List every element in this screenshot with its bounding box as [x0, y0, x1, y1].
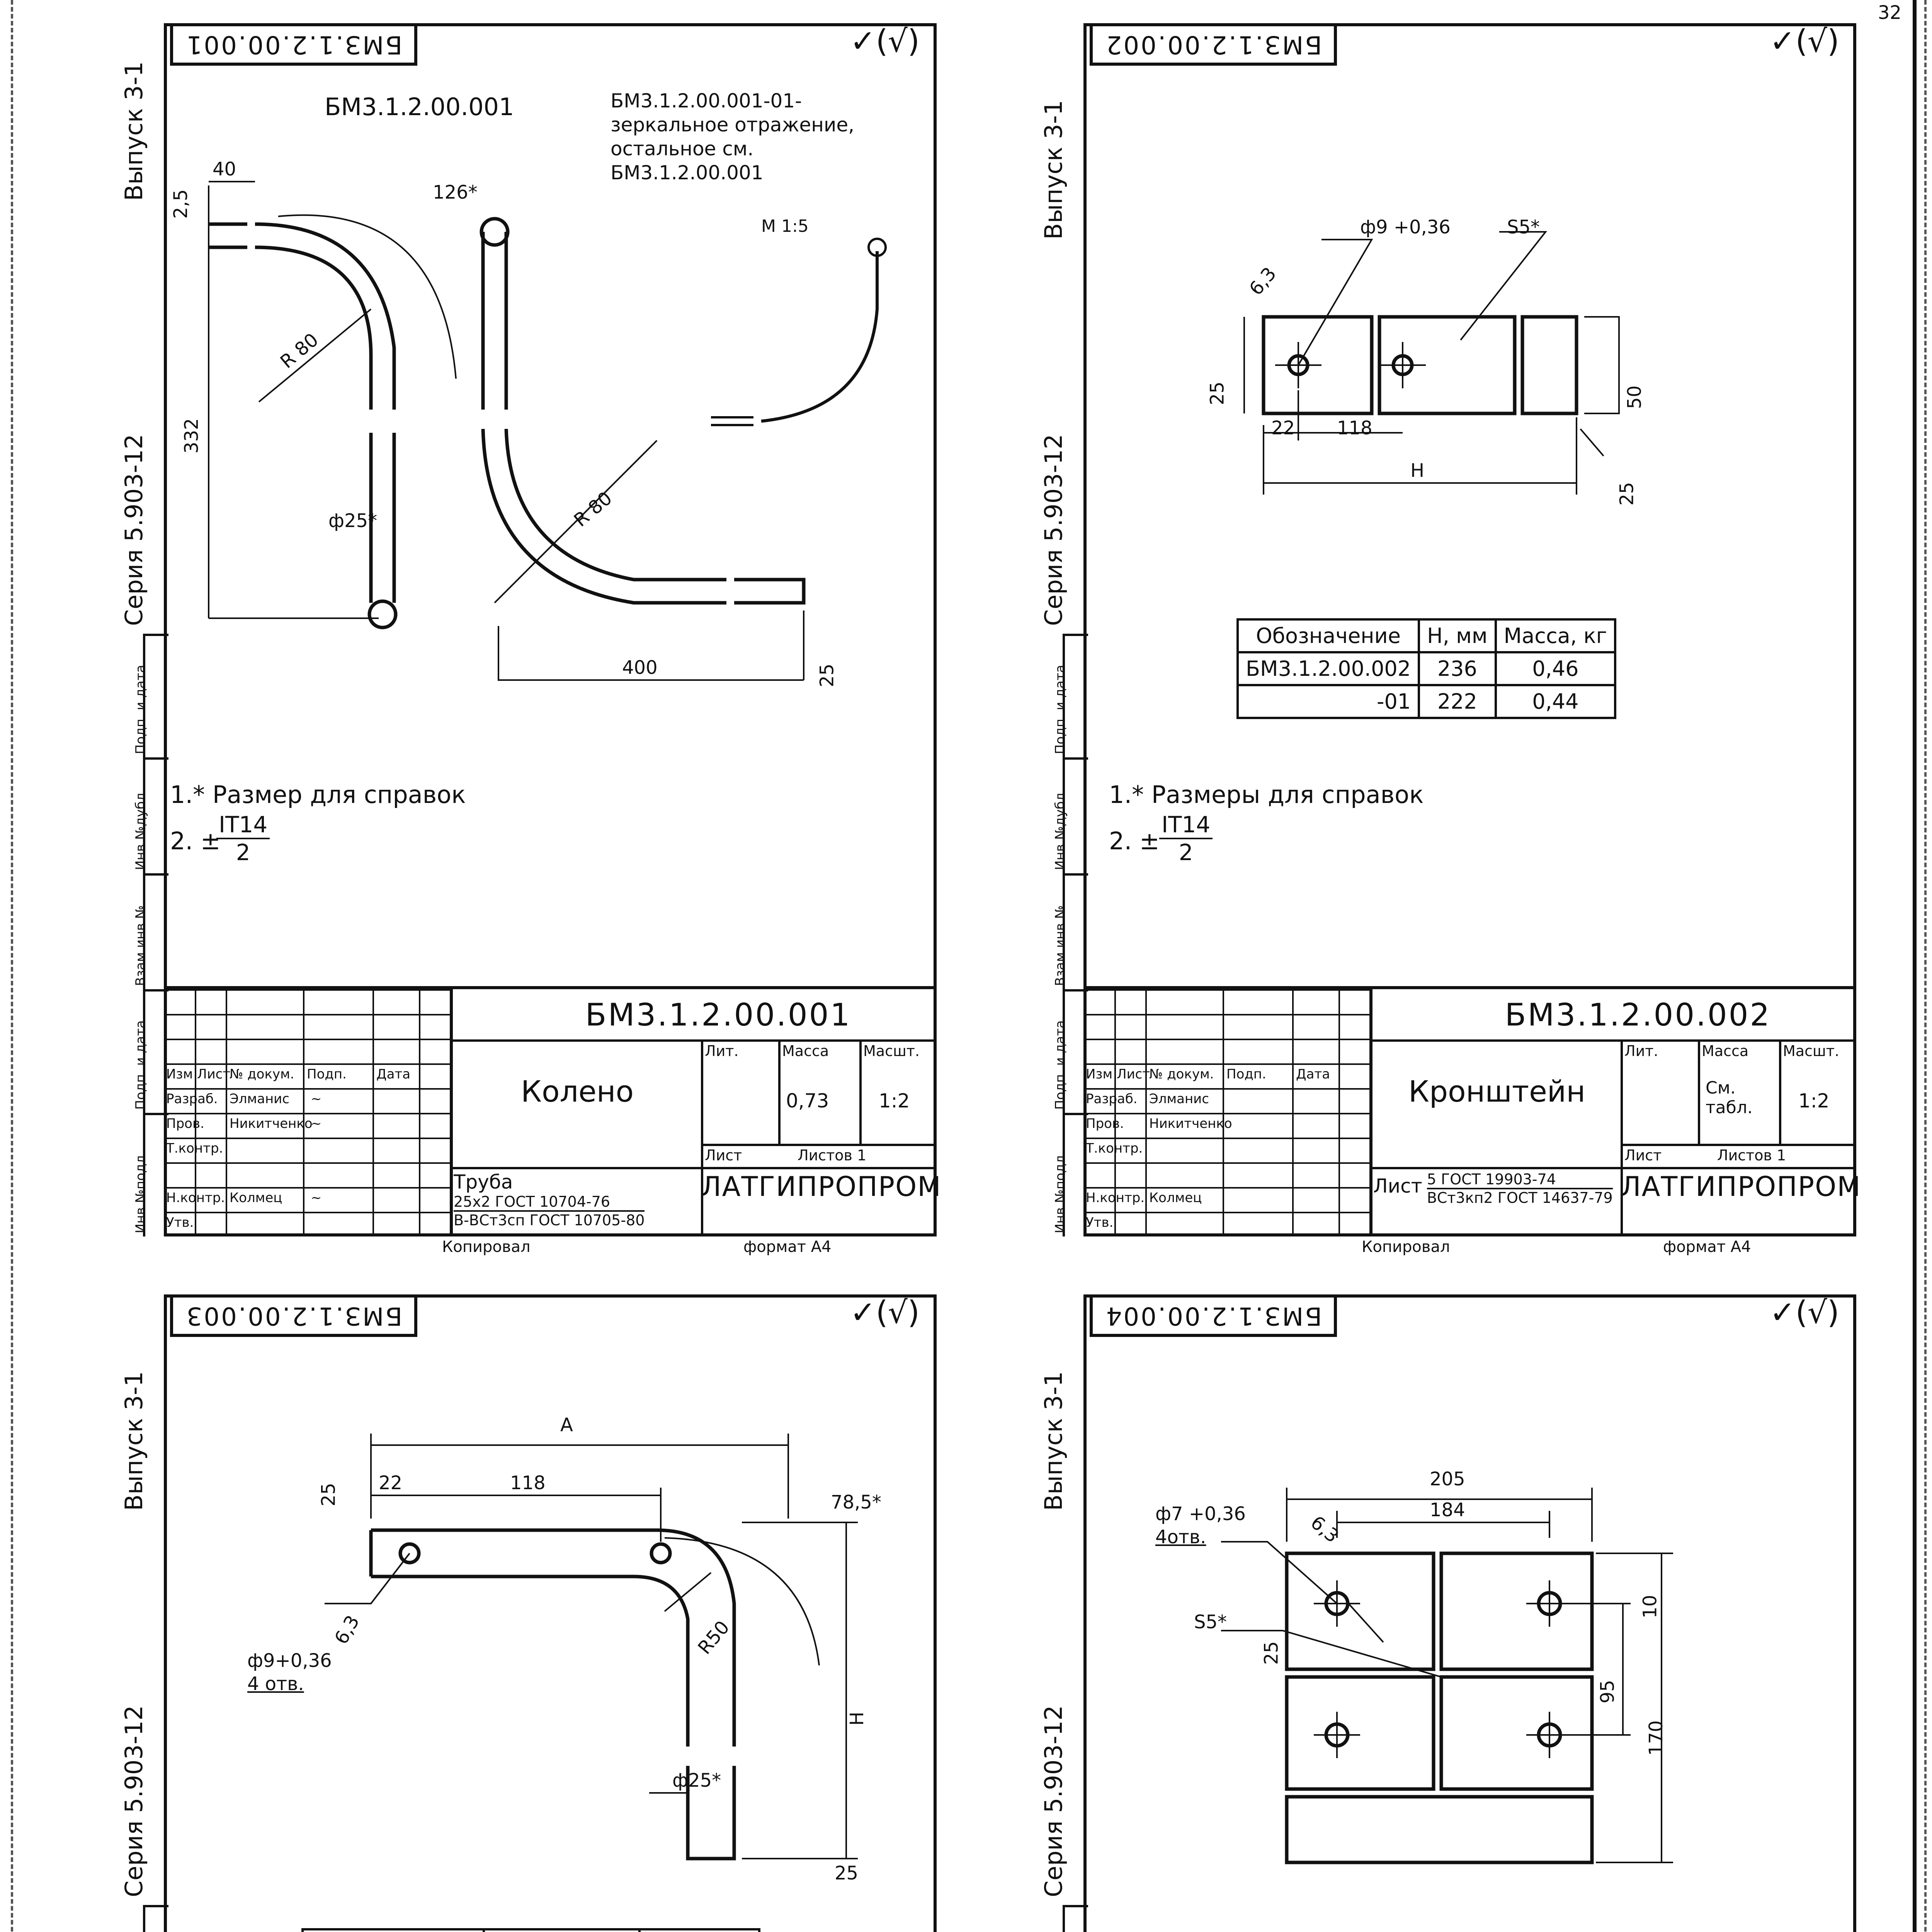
dim-h: H	[1410, 460, 1425, 481]
roughness-symbol: ✓(√)	[1769, 1294, 1839, 1330]
mirror-code: БМЗ.1.2.00.003	[170, 1294, 417, 1337]
dim-d25: ф25*	[328, 510, 378, 532]
dim-holes: 4отв.	[1155, 1526, 1206, 1548]
dim-25: 25	[816, 663, 838, 687]
dim-118: 118	[510, 1472, 546, 1494]
dim-10: 10	[1639, 1595, 1661, 1619]
organization: ЛАТГИПРОПРОМ	[1621, 1171, 1861, 1202]
sheet-bm3-004	[927, 1271, 1870, 1932]
dim-6-3: 6,3	[1245, 263, 1281, 300]
material: Труба 25х2 ГОСТ 10704-76 В-ВСт3сп ГОСТ 10705-80	[454, 1171, 645, 1229]
dim-d9: ф9 +0,36	[1360, 216, 1451, 238]
issue-label: Выпуск 3-1	[120, 61, 148, 201]
revision-grid: Изм Лист № докум. Подп. Дата Разраб. Пров. Т.контр. Н.контр. Утв. Элманис Никитченко Колмец	[1083, 989, 1369, 1236]
dim-170: 170	[1645, 1720, 1667, 1756]
issue-label: Выпуск 3-1	[1039, 100, 1068, 240]
dim-25-rough: 25	[1260, 1641, 1282, 1665]
side-cell: Взам.инв.№	[145, 873, 168, 989]
side-cell: Инв.№подл	[145, 1113, 168, 1236]
side-cell: Инв.№дубл.	[145, 757, 168, 873]
dim-2-5: 2,5	[170, 189, 192, 219]
mirror-code: БМЗ.1.2.00.001	[170, 23, 417, 66]
scale-value: 1:2	[879, 1090, 910, 1112]
series-label: Серия 5.903-12	[120, 1705, 148, 1897]
dim-22: 22	[379, 1472, 403, 1494]
issue-label: Выпуск 3-1	[120, 1371, 148, 1511]
dim-78-5: 78,5*	[831, 1492, 881, 1513]
note-2: 2. ±	[1109, 827, 1160, 855]
dim-r80-upper: R 80	[276, 329, 323, 373]
dim-d7: ф7 +0,36	[1155, 1503, 1246, 1525]
table-row: БМ3.1.2.00.002 236 0,46	[1238, 652, 1615, 685]
sheet-bm3-002	[927, 0, 1870, 1256]
sheet-bm3-001	[8, 0, 951, 1256]
part-name: Кронштейн	[1408, 1074, 1586, 1109]
scale-value: 1:2	[1798, 1090, 1830, 1112]
issue-label: Выпуск 3-1	[1039, 1371, 1068, 1511]
variant-table	[301, 1928, 760, 1932]
plate-drawing	[927, 1271, 1870, 1932]
roughness-symbol: ✓(√)	[850, 23, 920, 59]
dim-332: 332	[180, 418, 202, 454]
page-number: 32	[1878, 2, 1901, 24]
scale-note: М 1:5	[761, 216, 809, 236]
copied-label: Копировал	[442, 1238, 531, 1256]
roughness-symbol: ✓(√)	[850, 1294, 920, 1330]
dim-r80-lower: R 80	[570, 487, 616, 531]
title-block: Изм Лист № докум. Подп. Дата Разраб. Пров. Т.контр. Н.контр. Утв. Элманис Никитченко Колмец БМ3.1.2.00.002 Кронштейн Лит. Масса Масшт. См. табл. 1:2 Лист Листов 1 Лист 5 ГОСТ 19903-74 ВСт3кп2 ГОСТ 14637-79 ЛАТГИПРОПРОМ Копировал формат А4	[1083, 986, 1856, 1236]
mirror-code: БМЗ.1.2.00.004	[1090, 1294, 1337, 1337]
dim-95: 95	[1597, 1680, 1619, 1704]
dim-s5: S5*	[1507, 216, 1540, 238]
note-1: 1.* Размер для справок	[170, 781, 466, 809]
right-cut-line	[1924, 0, 1927, 1932]
format-label: формат А4	[1663, 1238, 1751, 1256]
dim-holes: 4 отв.	[247, 1673, 304, 1695]
drawing-code: БМ3.1.2.00.002	[1505, 997, 1771, 1033]
dim-118: 118	[1337, 417, 1372, 439]
dim-d9: ф9+0,36	[247, 1650, 332, 1672]
dim-126: 126*	[433, 182, 478, 203]
part-name: Колено	[521, 1074, 634, 1109]
series-label: Серия 5.903-12	[1039, 1705, 1068, 1897]
note-2-fraction: $\frac{IT14}{2}$	[216, 811, 270, 866]
mass-value: 0,73	[786, 1090, 829, 1112]
variant-table: Обозначение H, мм Масса, кг БМ3.1.2.00.002 236 0,46 -01 222 0,44	[1236, 618, 1616, 719]
dim-184: 184	[1430, 1499, 1465, 1521]
material: Лист 5 ГОСТ 19903-74 ВСт3кп2 ГОСТ 14637-79	[1373, 1171, 1613, 1206]
table-row: -01 222 0,44	[1238, 685, 1615, 718]
copied-label: Копировал	[1362, 1238, 1450, 1256]
mass-value: См. табл.	[1706, 1078, 1753, 1117]
revision-grid: Изм Лист № докум. Подп. Дата Разраб. Пров. Т.контр. Н.контр. Утв. Элманис Никитченко Колмец ~ ~ ~	[164, 989, 450, 1236]
dim-d25: ф25*	[672, 1770, 721, 1791]
sheet-bm3-003	[8, 1271, 951, 1932]
format-label: формат А4	[743, 1238, 832, 1256]
dim-40: 40	[213, 158, 236, 180]
side-cell: Подп. и дата	[145, 634, 168, 757]
note-1: 1.* Размеры для справок	[1109, 781, 1424, 809]
dim-25: 25	[318, 1483, 340, 1507]
dim-22: 22	[1271, 417, 1295, 439]
dim-r50: R50	[694, 1616, 734, 1659]
dim-25: 25	[1206, 381, 1228, 405]
dim-6-3: 6,3	[330, 1611, 364, 1648]
dim-6-3: 6,3	[1306, 1512, 1343, 1547]
title-block: Изм Лист № докум. Подп. Дата Разраб. Пров. Т.контр. Н.контр. Утв. Элманис Никитченко Колмец ~ ~ ~ БМ3.1.2.00.001 Колено Лит. Масса Масшт. 0,73 1:2 Лист Листов 1 Труба 25х2 ГОСТ 10704-76 В-ВСт3сп ГОСТ 10705-80 ЛАТГИПРОПРОМ Копировал формат А4	[164, 986, 937, 1236]
note-2: 2. ±	[170, 827, 221, 855]
note-2-fraction: $\frac{IT14}{2}$	[1159, 811, 1213, 866]
dim-h: H	[846, 1711, 868, 1726]
side-cell: Подп. и дата	[145, 989, 168, 1113]
roughness-symbol: ✓(√)	[1769, 23, 1839, 59]
drawing-code: БМ3.1.2.00.001	[585, 997, 852, 1033]
dim-25-rough: 25	[835, 1862, 859, 1884]
side-stamp: Подп. и дата Инв.№дубл. Взам.инв.№ Подп. и дата Инв.№подл	[1063, 634, 1088, 1236]
organization: ЛАТГИПРОПРОМ	[701, 1171, 942, 1202]
series-label: Серия 5.903-12	[120, 434, 148, 626]
dim-s5: S5*	[1194, 1611, 1227, 1633]
dim-25-rough: 25	[1616, 482, 1638, 506]
post-drawing	[8, 1271, 951, 1932]
dim-50: 50	[1624, 385, 1646, 409]
dim-a: А	[560, 1414, 573, 1436]
mirror-note: БМ3.1.2.00.001-01- зеркальное отражение, остальное см. БМ3.1.2.00.001	[611, 90, 855, 184]
dim-400: 400	[622, 657, 658, 679]
mirror-code: БМЗ.1.2.00.002	[1090, 23, 1337, 66]
series-label: Серия 5.903-12	[1039, 434, 1068, 626]
dim-205: 205	[1430, 1468, 1465, 1490]
view-label: БМ3.1.2.00.001	[325, 93, 514, 121]
